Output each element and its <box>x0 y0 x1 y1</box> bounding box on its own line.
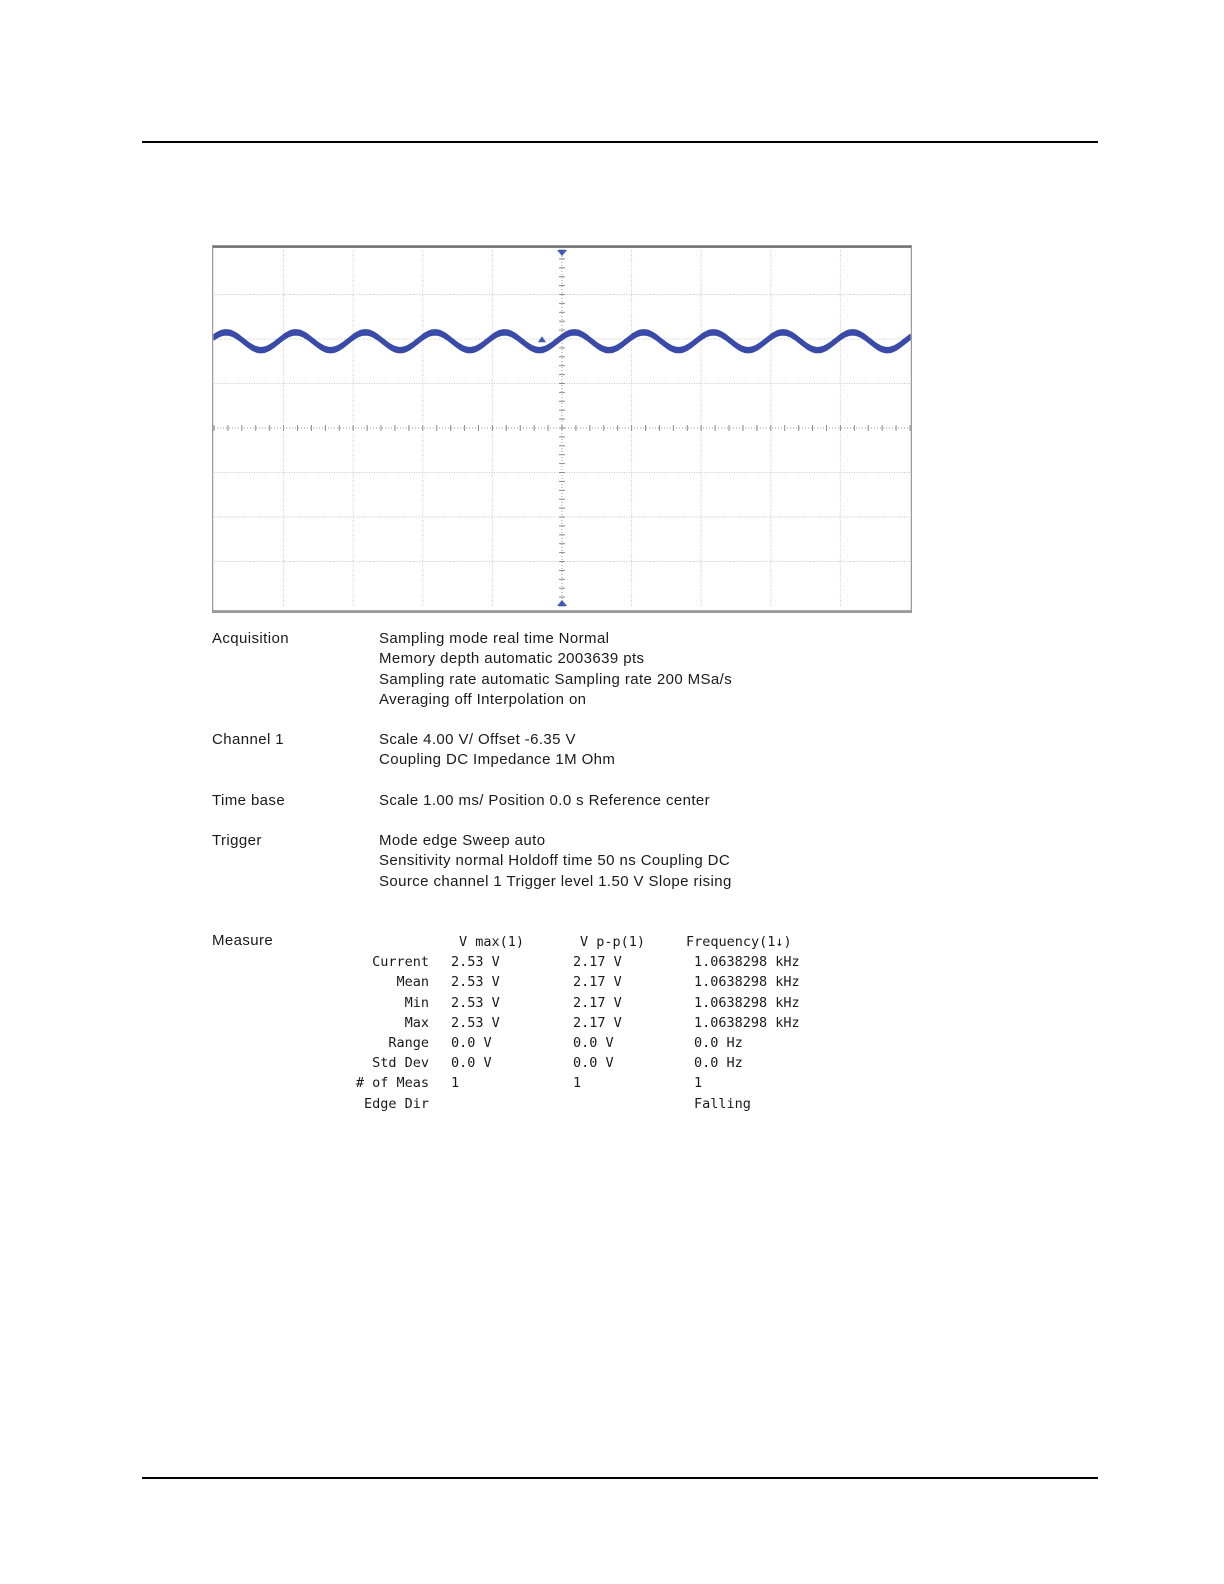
measure-row-label: Range <box>388 1035 429 1051</box>
measure-value: 1.0638298 kHz <box>694 954 800 971</box>
measure-header: V max(1) <box>459 934 525 950</box>
measure-value: 0.0 V <box>573 1035 614 1051</box>
bottom-rule <box>142 1477 1098 1479</box>
channel-line: Scale 4.00 V/ Offset -6.35 V <box>379 731 576 748</box>
acquisition-line: Sampling rate automatic Sampling rate 200 MSa/s <box>379 670 733 688</box>
measure-value: 2.53 V <box>451 954 500 971</box>
measure-row-label: # of Meas <box>355 1075 429 1092</box>
top-rule <box>142 141 1098 143</box>
timebase-label: Time base <box>212 792 286 809</box>
measure-value: 0.0 V <box>451 1055 492 1072</box>
measure-value: 2.17 V <box>573 974 622 991</box>
acquisition-line: Sampling mode real time Normal <box>379 630 610 647</box>
acquisition-label: Acquisition <box>212 630 289 647</box>
measure-label: Measure <box>212 932 274 949</box>
measure-row-label: Min <box>404 994 429 1011</box>
measure-value: 1.0638298 kHz <box>694 1014 800 1031</box>
measure-value: 2.53 V <box>451 1014 500 1031</box>
trigger-line: Source channel 1 Trigger level 1.50 V Slope rising <box>379 872 732 890</box>
measure-value: 0.0 Hz <box>694 1035 743 1051</box>
measure-row-label: Max <box>404 1014 429 1031</box>
measure-value: 1.0638298 kHz <box>694 974 800 991</box>
acquisition-line: Averaging off Interpolation on <box>379 690 587 708</box>
channel-label: Channel 1 <box>212 731 284 748</box>
measure-value: 2.17 V <box>573 1014 622 1031</box>
measure-row-label: Mean <box>396 974 429 991</box>
measure-value: 0.0 V <box>573 1055 614 1072</box>
measure-header: V p-p(1) <box>580 934 646 950</box>
measure-value: 2.53 V <box>451 994 500 1011</box>
measure-value: 1 <box>694 1075 703 1092</box>
measure-row-label: Edge Dir <box>363 1095 429 1112</box>
measure-row-label: Current <box>372 954 429 971</box>
trigger-line: Sensitivity normal Holdoff time 50 ns Coupling DC <box>379 852 731 870</box>
measure-value: 1 <box>451 1075 460 1092</box>
measure-value: Falling <box>694 1095 751 1112</box>
measure-value: 2.17 V <box>573 954 622 971</box>
trigger-label: Trigger <box>212 832 262 849</box>
measure-header: Frequency(1↓) <box>686 934 792 950</box>
measure-row-label: Std Dev <box>372 1055 429 1072</box>
channel-line: Coupling DC Impedance 1M Ohm <box>379 751 616 769</box>
measure-value: 0.0 V <box>451 1035 492 1051</box>
acquisition-line: Memory depth automatic 2003639 pts <box>379 650 645 668</box>
measure-value: 1 <box>573 1075 582 1092</box>
measure-value: 0.0 Hz <box>694 1055 743 1072</box>
measure-value: 2.17 V <box>573 994 622 1011</box>
oscilloscope-screen <box>212 245 912 613</box>
trigger-line: Mode edge Sweep auto <box>379 832 546 849</box>
measure-value: 2.53 V <box>451 974 500 991</box>
measure-value: 1.0638298 kHz <box>694 994 800 1011</box>
timebase-line: Scale 1.00 ms/ Position 0.0 s Reference center <box>379 792 711 809</box>
